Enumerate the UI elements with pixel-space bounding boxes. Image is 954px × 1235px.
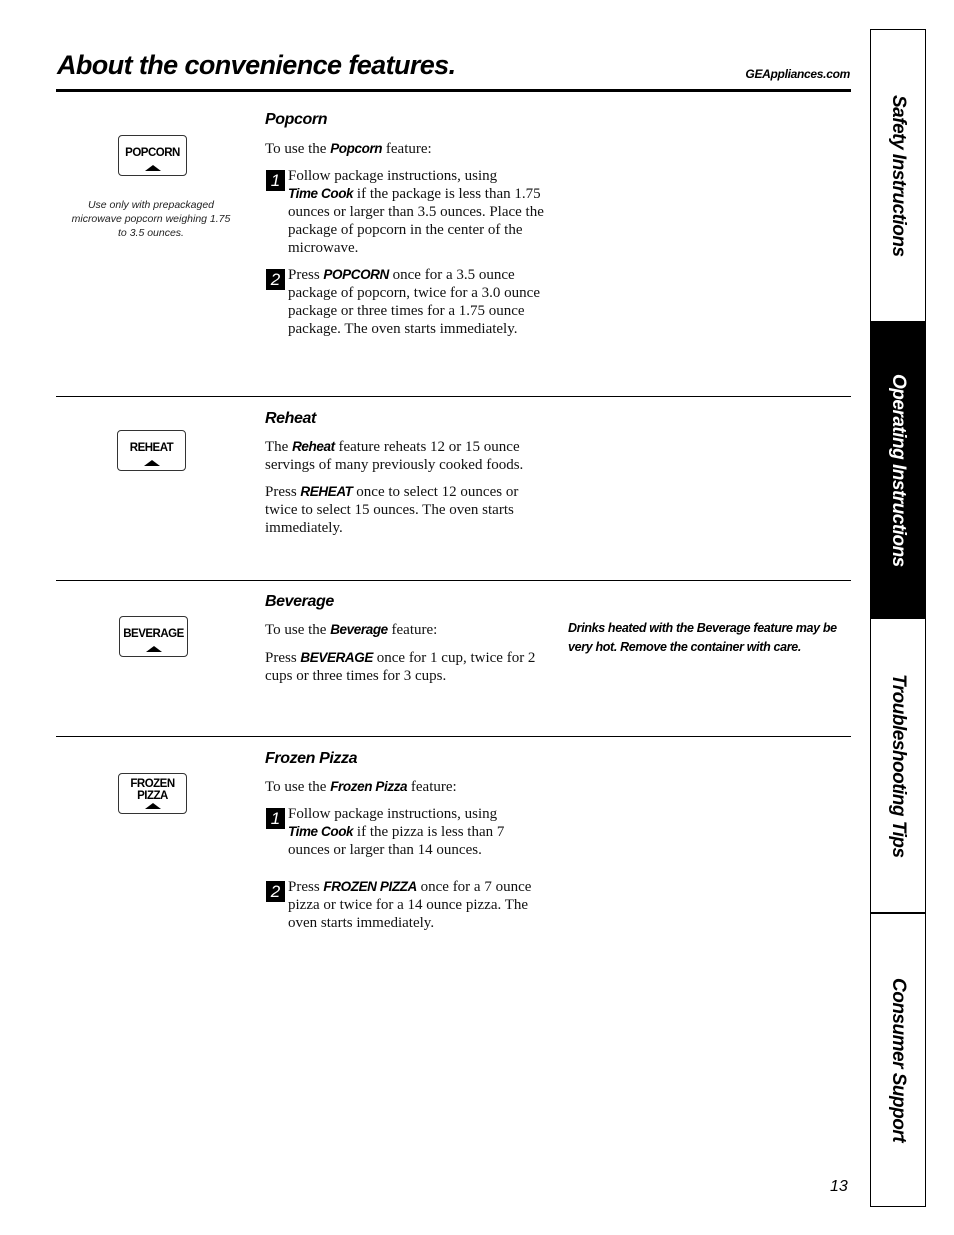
step-text-pre: Press bbox=[288, 267, 320, 283]
para-keyword: REHEAT bbox=[300, 484, 353, 499]
step-text-pre: Press bbox=[288, 879, 320, 895]
step-text-pre: Follow package instructions, using bbox=[288, 168, 498, 184]
step-text-post: if the package is less than 1.75 ounces or larger than 3.5 ounces. Place the package of popcorn in the center of the microwave. bbox=[288, 186, 544, 256]
step-text-post: once for a 3.5 ounce package of popcorn, twice for a 3.0 ounce package or three times for a 1.75 ounce package. The oven starts immediately. bbox=[288, 267, 540, 337]
step-text-pre: Follow package instructions, using bbox=[288, 806, 498, 822]
para-pre: Press bbox=[265, 484, 297, 500]
step-keyword: Time Cook bbox=[288, 186, 354, 201]
step-number-badge: 2 bbox=[266, 881, 285, 902]
reheat-title: Reheat bbox=[265, 410, 316, 427]
up-arrow-icon bbox=[144, 460, 160, 466]
popcorn-intro bbox=[265, 140, 550, 158]
step-number-badge: 1 bbox=[266, 170, 285, 191]
para-post: once to select 12 ounces or twice to select 15 ounces. The oven starts immediately. bbox=[265, 484, 519, 536]
side-tabs bbox=[870, 29, 926, 1207]
up-arrow-icon bbox=[145, 803, 161, 809]
popcorn-button-label: POPCORN bbox=[125, 147, 180, 159]
para-post: once for 1 cup, twice for 2 cups or three times for 3 cups. bbox=[265, 650, 536, 684]
beverage-paragraph-1 bbox=[265, 621, 550, 639]
step-text-post: if the pizza is less than 7 ounces or larger than 14 ounces. bbox=[288, 824, 505, 858]
para-post: feature reheats 12 or 15 ounce servings of many previously cooked foods. bbox=[265, 439, 524, 473]
step-keyword: FROZEN PIZZA bbox=[323, 879, 417, 894]
up-arrow-icon bbox=[145, 165, 161, 171]
popcorn-intro-keyword: Popcorn bbox=[330, 141, 383, 156]
tab-consumer-support[interactable] bbox=[871, 914, 925, 1206]
reheat-paragraph-2 bbox=[265, 483, 550, 537]
tab-label: Consumer Support bbox=[888, 977, 909, 1143]
beverage-warning-note: Drinks heated with the Beverage feature may be very hot. Remove the container with care. bbox=[568, 621, 837, 654]
popcorn-step-1-text bbox=[288, 167, 553, 257]
para-pre: The bbox=[265, 439, 289, 455]
frozen-pizza-button-label-line-1: FROZEN bbox=[130, 778, 175, 790]
para-pre: To use the bbox=[265, 622, 327, 638]
para-keyword: Reheat bbox=[292, 439, 335, 454]
pizza-step-1-text bbox=[288, 805, 523, 859]
tab-label: Safety Instructions bbox=[888, 94, 909, 257]
para-keyword: Beverage bbox=[330, 622, 388, 637]
tab-troubleshooting-tips[interactable] bbox=[871, 619, 925, 913]
popcorn-intro-pre: To use the bbox=[265, 141, 327, 157]
para-keyword: BEVERAGE bbox=[300, 650, 373, 665]
reheat-button-label: REHEAT bbox=[129, 442, 174, 454]
frozen-pizza-button-label-line-2: PIZZA bbox=[137, 790, 168, 802]
reheat-paragraph-1 bbox=[265, 438, 550, 474]
tab-operating-instructions[interactable] bbox=[871, 321, 925, 619]
page-title: About the convenience features. bbox=[57, 50, 456, 80]
section-divider bbox=[56, 396, 851, 397]
beverage-title: Beverage bbox=[265, 593, 334, 610]
para-pre: Press bbox=[265, 650, 297, 666]
pizza-intro-post: feature: bbox=[407, 779, 457, 795]
reheat-button[interactable] bbox=[117, 430, 186, 471]
section-divider bbox=[56, 736, 851, 737]
popcorn-step-2-text bbox=[288, 266, 553, 338]
popcorn-side-note: Use only with prepackaged microwave popcorn weighing 1.75 to 3.5 ounces. bbox=[71, 199, 231, 239]
pizza-intro bbox=[265, 778, 550, 796]
page-number: 13 bbox=[830, 1178, 848, 1195]
step-keyword: Time Cook bbox=[288, 824, 354, 839]
para-post: feature: bbox=[387, 622, 438, 638]
step-keyword: POPCORN bbox=[323, 267, 389, 282]
step-text-post: once for a 7 ounce pizza or twice for a 14 ounce pizza. The oven starts immediately. bbox=[288, 879, 532, 931]
popcorn-button[interactable] bbox=[118, 135, 187, 176]
step-number-badge: 1 bbox=[266, 808, 285, 829]
tab-label: Operating Instructions bbox=[888, 373, 909, 567]
popcorn-intro-post: feature: bbox=[382, 141, 432, 157]
tab-safety-instructions[interactable] bbox=[871, 30, 925, 321]
popcorn-title: Popcorn bbox=[265, 111, 328, 128]
tab-label: Troubleshooting Tips bbox=[888, 674, 909, 858]
pizza-intro-keyword: Frozen Pizza bbox=[330, 779, 408, 794]
beverage-button-label: BEVERAGE bbox=[123, 628, 184, 640]
beverage-paragraph-2 bbox=[265, 649, 550, 685]
up-arrow-icon bbox=[146, 646, 162, 652]
site-url[interactable]: GEAppliances.com bbox=[745, 67, 850, 81]
frozen-pizza-button[interactable] bbox=[118, 773, 187, 814]
pizza-intro-pre: To use the bbox=[265, 779, 327, 795]
pizza-title: Frozen Pizza bbox=[265, 750, 358, 767]
beverage-button[interactable] bbox=[119, 616, 188, 657]
pizza-step-2-text bbox=[288, 878, 553, 932]
step-number-badge: 2 bbox=[266, 269, 285, 290]
header-rule bbox=[56, 89, 851, 92]
section-divider bbox=[56, 580, 851, 581]
